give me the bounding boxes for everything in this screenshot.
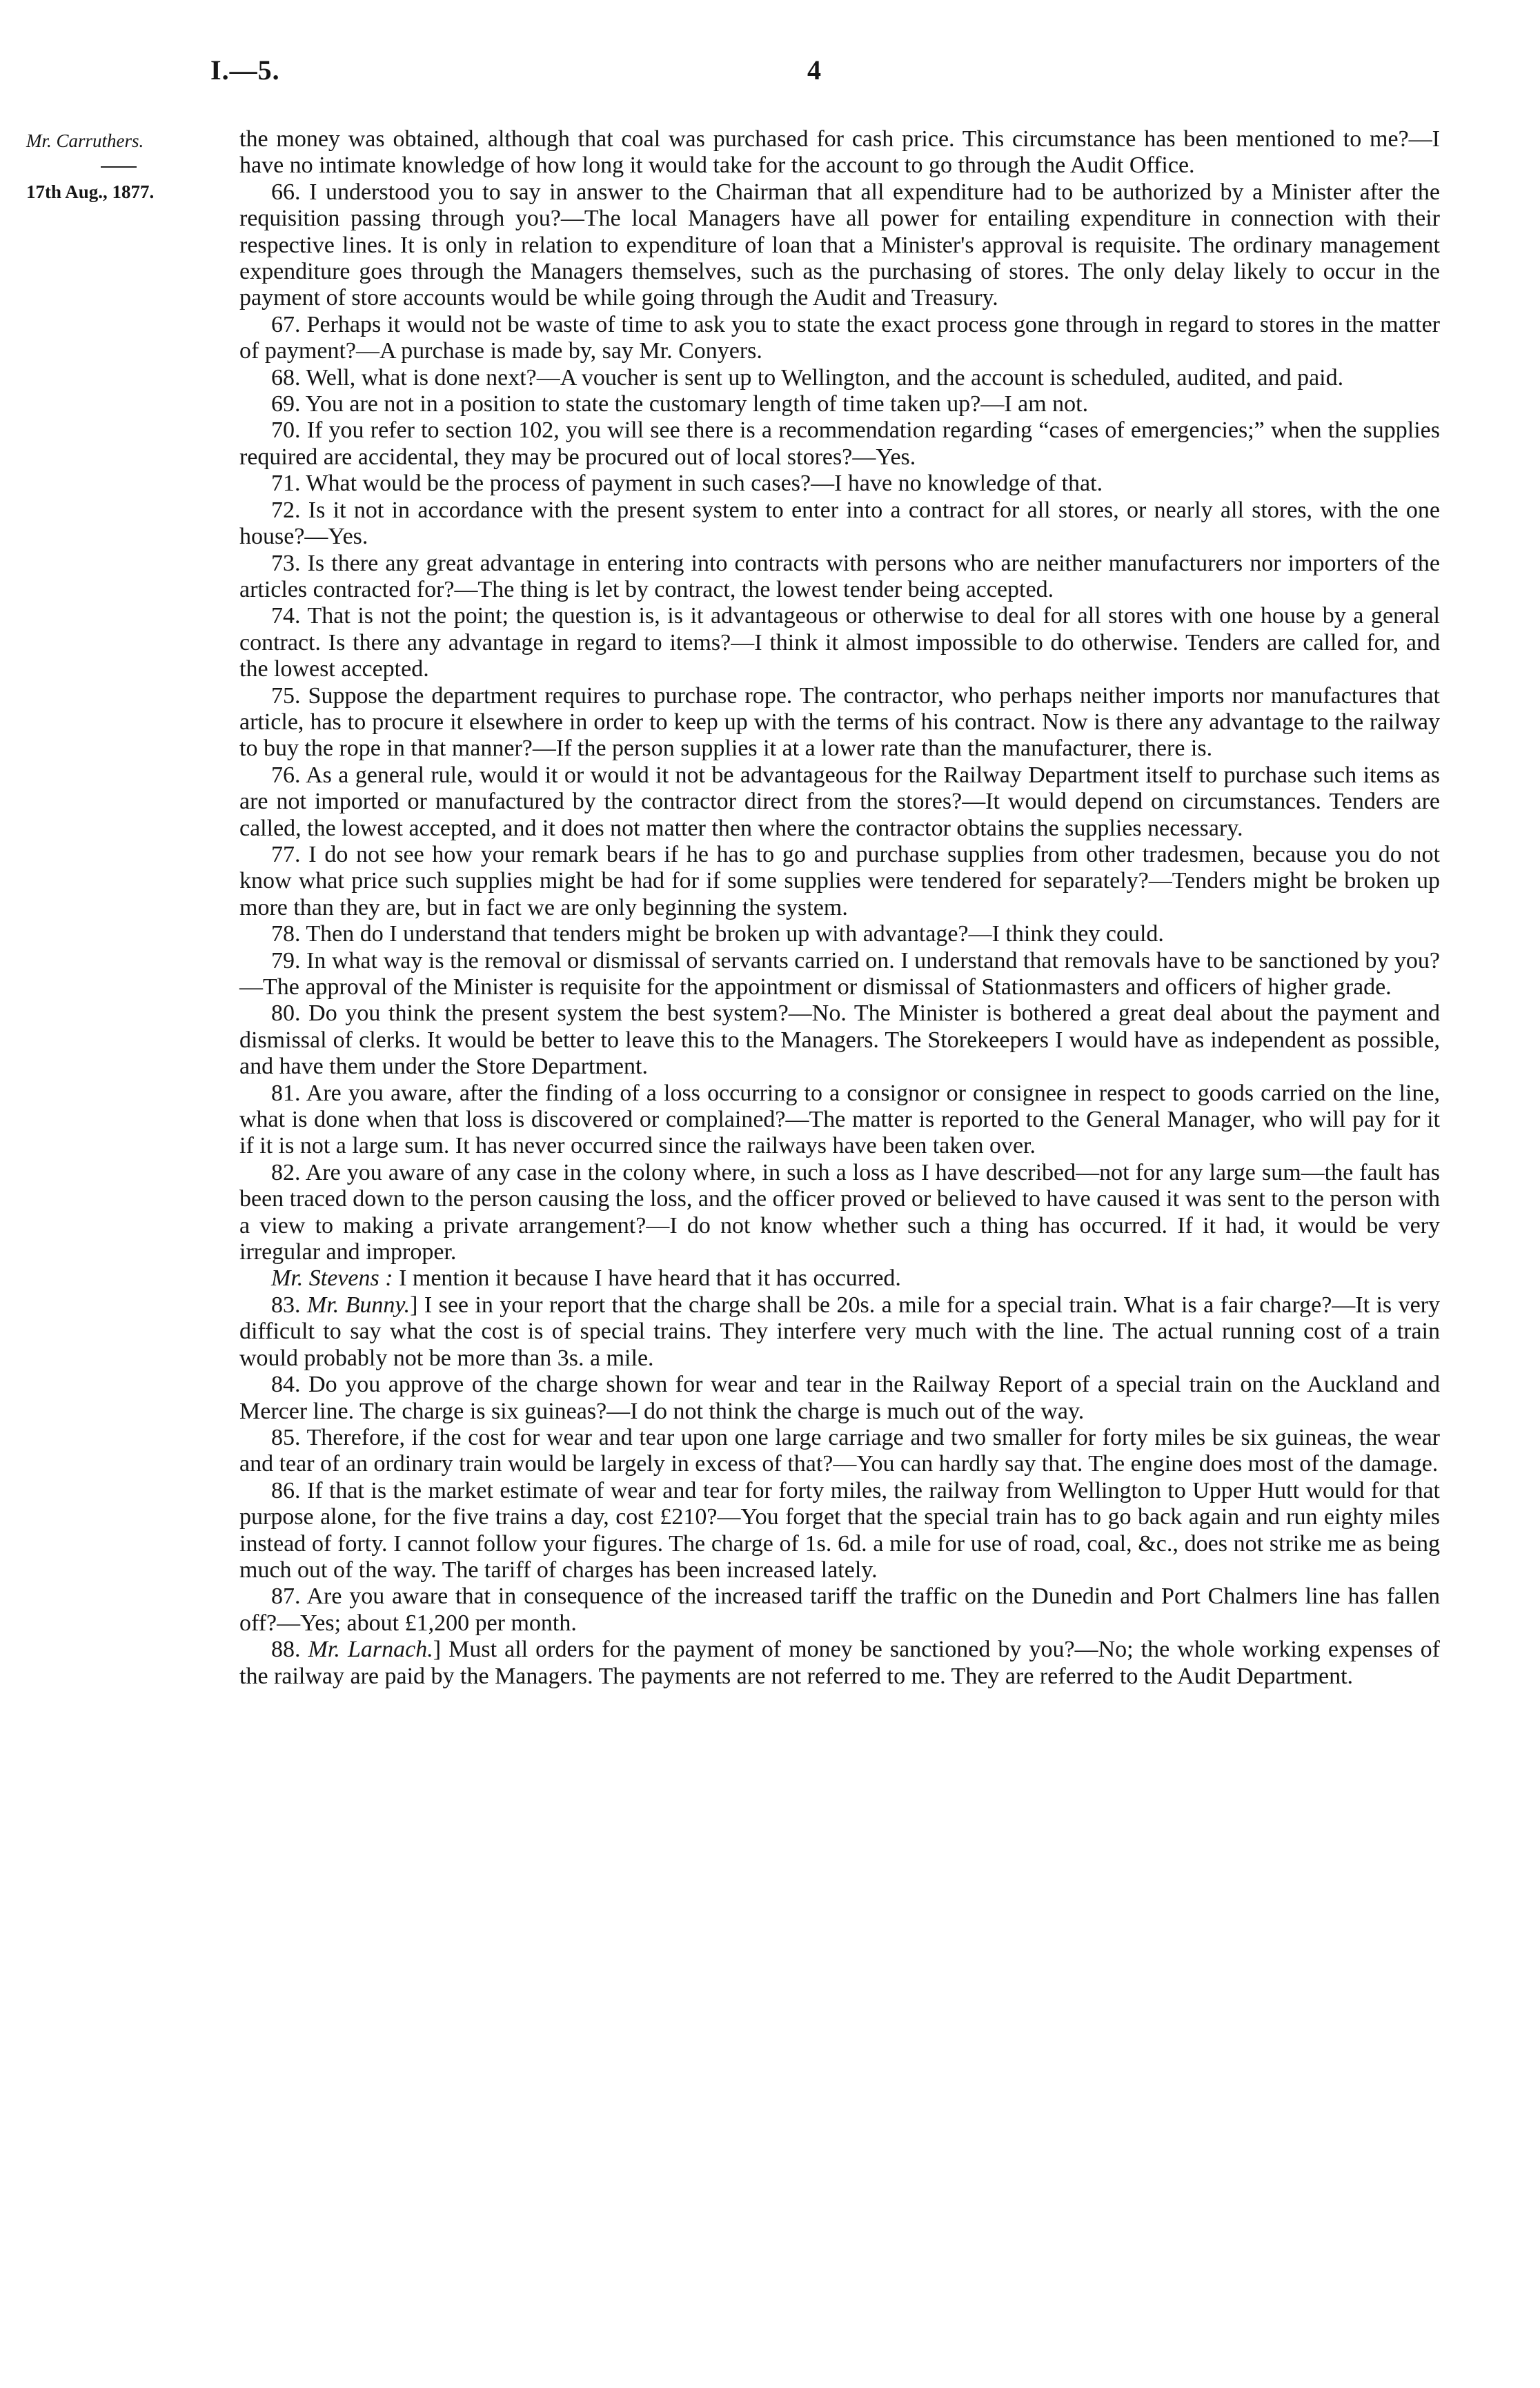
paragraph: 87. Are you aware that in consequence of the increased tariff the traffic on the Dunedin and Port Chalmers line has fallen off?—Yes; about £1,200 per month. (239, 1583, 1440, 1636)
paragraph: 76. As a general rule, would it or would it not be advantageous for the Railway Department itself to purchase such items as are not imported or manufactured by the contractor direct from the stores?—It would depend on circumstances. Tenders are called, the lowest accepted, and it does not matter then where the contractor obtains the supplies necessary. (239, 762, 1440, 841)
document-body (239, 126, 1440, 1690)
paragraph: 79. In what way is the removal or dismissal of servants carried on. I understand that removals have to be sanctioned by you?—The approval of the Minister is requisite for the appointment or dismissal of Stationmasters and officers of higher grade. (239, 947, 1440, 1000)
paragraph: the money was obtained, although that coal was purchased for cash price. This circumstance has been mentioned to me?—I have no intimate knowledge of how long it would take for the account to go through the Audit Office. (239, 126, 1440, 179)
speaker-text: ] I see in your report that the charge shall be 20s. a mile for a special train. What is a fair charge?—It is very difficult to say what the cost is of special trains. They interfere very much with the line. The actual running cost of a train would probably not be more than 3s. a mile. (239, 1292, 1440, 1371)
paragraph: 84. Do you approve of the charge shown for wear and tear in the Railway Report of a special train on the Auckland and Mercer line. The charge is six guineas?—I do not think the charge is much out of the way. (239, 1372, 1440, 1424)
page-number: 4 (807, 55, 821, 86)
question-number: 88. (271, 1637, 308, 1663)
paragraph: 77. I do not see how your remark bears if he has to go and purchase supplies from other tradesmen, because you do not know what price such supplies might be had for if some supplies were tendered for separately?—Tenders might be broken up more than they are, but in fact we are only beginning the system. (239, 841, 1440, 920)
paragraph: 69. You are not in a position to state the customary length of time taken up?—I am not. (271, 391, 1089, 417)
paragraph: 85. Therefore, if the cost for wear and tear upon one large carriage and two smaller for forty miles be six guineas, the wear and tear of an ordinary train would be largely in excess of that?—You can hardly say that. The engine does most of the damage. (239, 1424, 1440, 1477)
paragraph: 71. What would be the process of payment in such cases?—I have no knowledge of that. (271, 471, 1103, 497)
hearing-date: 17th Aug., 1877. (26, 181, 155, 202)
paragraph: 68. Well, what is done next?—A voucher is sent up to Wellington, and the account is scheduled, audited, and paid. (271, 364, 1344, 391)
speaker-name: Mr. Larnach. (308, 1637, 433, 1663)
paragraph: 74. That is not the point; the question is, is it advantageous or otherwise to deal for all stores with one house by a general contract. Is there any advantage in regard to items?—I think it almost impossible to do otherwise. Tenders are called for, and the lowest accepted. (239, 603, 1440, 682)
paragraph-q83 (239, 1292, 1440, 1372)
witness-name: Mr. Carruthers. (26, 130, 144, 151)
margin-divider (101, 166, 137, 168)
paragraph: 75. Suppose the department requires to purchase rope. The contractor, who perhaps neither imports nor manufactures that article, has to procure it elsewhere in order to keep up with the terms of his contract. Now is there any advantage to the railway to buy the rope in that manner?—If the person supplies it at a lower rate than the manufacturer, there is. (239, 682, 1440, 762)
page-reference: I.—5. (210, 55, 280, 86)
paragraph: 72. Is it not in accordance with the present system to enter into a contract for all stores, or nearly all stores, with the one house?—Yes. (239, 497, 1440, 550)
paragraph-stevens (239, 1265, 1440, 1292)
speaker-name: Mr. Stevens : (271, 1265, 393, 1292)
speaker-name: Mr. Bunny. (306, 1292, 411, 1318)
margin-note (26, 128, 233, 205)
page-header (0, 54, 1540, 95)
paragraph: 86. If that is the market estimate of wear and tear for forty miles, the railway from Wellington to Upper Hutt would for that purpose alone, for the five trains a day, cost £210?—You forget that the special train has to go back again and run eighty miles instead of forty. I cannot follow your figures. The charge of 1s. 6d. a mile for use of road, coal, &c., does not strike me as being much out of the way. The tariff of charges has been increased lately. (239, 1477, 1440, 1583)
paragraph: 66. I understood you to say in answer to the Chairman that all expenditure had to be authorized by a Minister after the requisition passing through you?—The local Managers have all power for entailing expenditure in connection with their respective lines. It is only in relation to expenditure of loan that a Minister's approval is requisite. The ordinary management expenditure goes through the Managers themselves, such as the purchasing of stores. The only delay likely to occur in the payment of store accounts would be while going through the Audit and Treasury. (239, 179, 1440, 311)
paragraph: 80. Do you think the present system the best system?—No. The Minister is bothered a great deal about the payment and dismissal of clerks. It would be better to leave this to the Managers. The Storekeepers I would have as independent as possible, and have them under the Store Department. (239, 1000, 1440, 1080)
speaker-text: ] Must all orders for the payment of money be sanctioned by you?—No; the whole working expenses of the railway are paid by the Managers. The payments are not referred to me. They are referred to the Audit Department. (239, 1637, 1440, 1689)
paragraph: 70. If you refer to section 102, you will see there is a recommendation regarding “cases of emergencies;” when the supplies required are accidental, they may be procured out of local stores?—Yes. (239, 417, 1440, 470)
paragraph: 78. Then do I understand that tenders might be broken up with advantage?—I think they could. (271, 921, 1164, 947)
paragraph: 73. Is there any great advantage in entering into contracts with persons who are neither manufacturers nor importers of the articles contracted for?—The thing is let by contract, the lowest tender being accepted. (239, 550, 1440, 602)
paragraph: 67. Perhaps it would not be waste of time to ask you to state the exact process gone through in regard to stores in the matter of payment?—A purchase is made by, say Mr. Conyers. (239, 311, 1440, 364)
paragraph: 81. Are you aware, after the finding of a loss occurring to a consignor or consignee in respect to goods carried on the line, what is done when that loss is discovered or complained?—The matter is reported to the General Manager, who will pay for it if it is not a large sum. It has never occurred since the railways have been taken over. (239, 1080, 1440, 1159)
paragraph-q88 (239, 1637, 1440, 1690)
question-number: 83. (271, 1292, 307, 1318)
paragraph: 82. Are you aware of any case in the colony where, in such a loss as I have described—not for any large sum—the fault has been traced down to the person causing the loss, and the officer proved or believed to have caused it was sent to the person with a view to making a private arrangement?—I do not know whether such a thing has occurred. If it had, it would be very irregular and improper. (239, 1159, 1440, 1265)
speaker-text: I mention it because I have heard that it has occurred. (393, 1265, 901, 1292)
